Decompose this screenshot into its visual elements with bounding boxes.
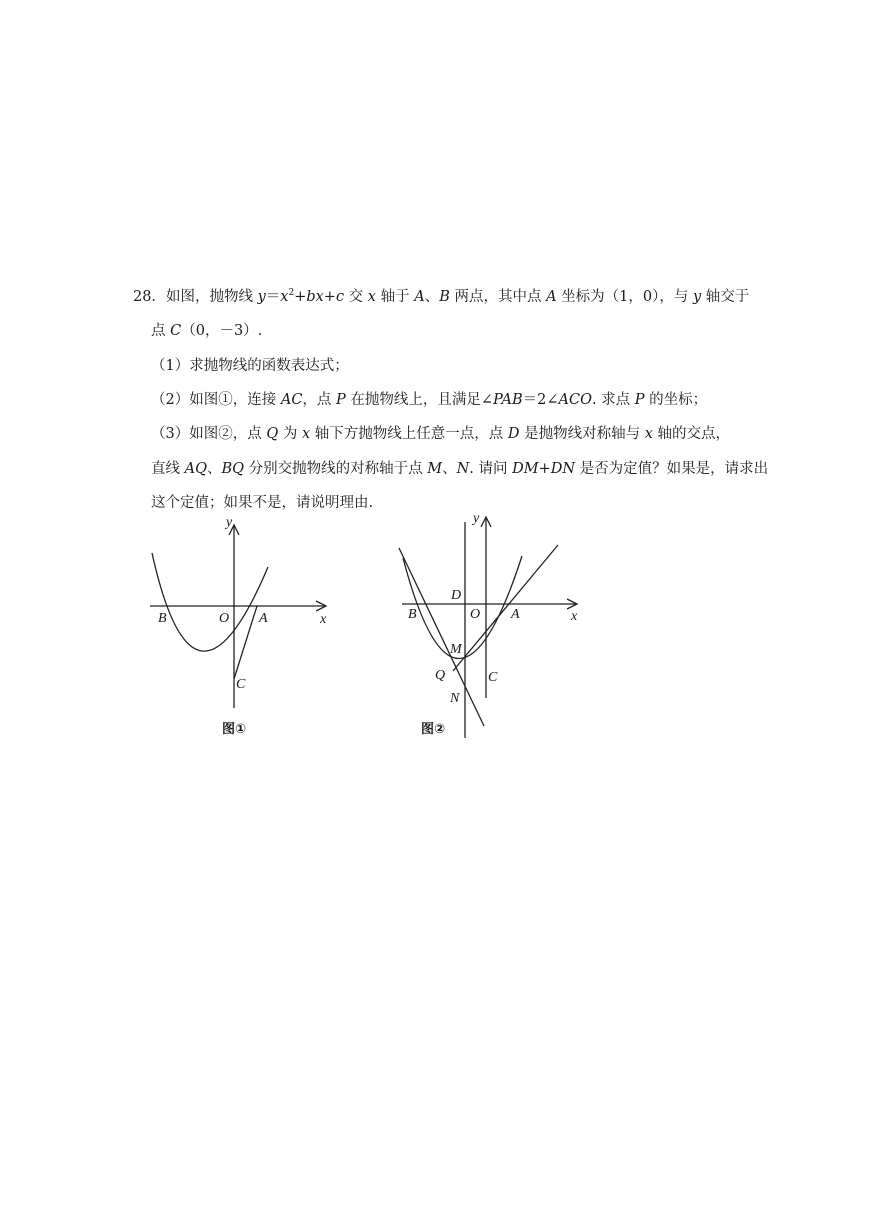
segment-AC	[234, 606, 257, 679]
label-y: y	[226, 515, 233, 530]
question-1: （1）求抛物线的函数表达式；	[151, 358, 349, 374]
problem-line-1: 28．如图，抛物线 $y=x^2+bx+c$ 交 x 轴于 A、B 两点，其中点 A 坐标为（1，0），与 y 轴交于	[133, 288, 750, 305]
figure-2	[390, 505, 590, 750]
label-x: x	[571, 609, 578, 624]
question-3-line-2: 直线 AQ、BQ 分别交抛物线的对称轴于点 M、N. 请问 DM+DN 是否为定值？如果是，请求出	[151, 461, 769, 477]
parabola	[403, 556, 522, 659]
question-3-line-1: （3）如图②，点 Q 为 x 轴下方抛物线上任意一点，点 D 是抛物线对称轴与 x 轴的交点，	[151, 426, 731, 442]
label-y: y	[473, 511, 480, 526]
parabola	[152, 553, 268, 651]
label-x: x	[320, 612, 327, 627]
label-Q: Q	[435, 668, 446, 683]
figure-2-caption: 图②	[421, 722, 446, 737]
figure-1-caption: 图①	[222, 722, 247, 737]
label-M: M	[450, 642, 462, 657]
label-D: D	[451, 588, 462, 603]
label-C: C	[236, 677, 246, 692]
label-A: A	[511, 607, 520, 622]
label-C: C	[488, 670, 498, 685]
question-2: （2）如图①，连接 AC，点 P 在抛物线上，且满足∠PAB＝2∠ACO. 求点 P 的坐标；	[151, 392, 708, 408]
label-O: O	[219, 611, 230, 626]
problem-line-2: 点 C（0，－3）.	[151, 323, 263, 339]
question-3-line-3: 这个定值；如果不是，请说明理由.	[151, 495, 374, 511]
label-O: O	[470, 607, 481, 622]
label-B: B	[158, 611, 167, 626]
line-BQ	[399, 548, 484, 726]
label-B: B	[408, 607, 417, 622]
label-N: N	[450, 691, 460, 706]
line-AQ	[453, 545, 558, 671]
label-A: A	[259, 611, 268, 626]
problem-number: 28．	[133, 289, 166, 305]
figure-1	[130, 512, 340, 747]
